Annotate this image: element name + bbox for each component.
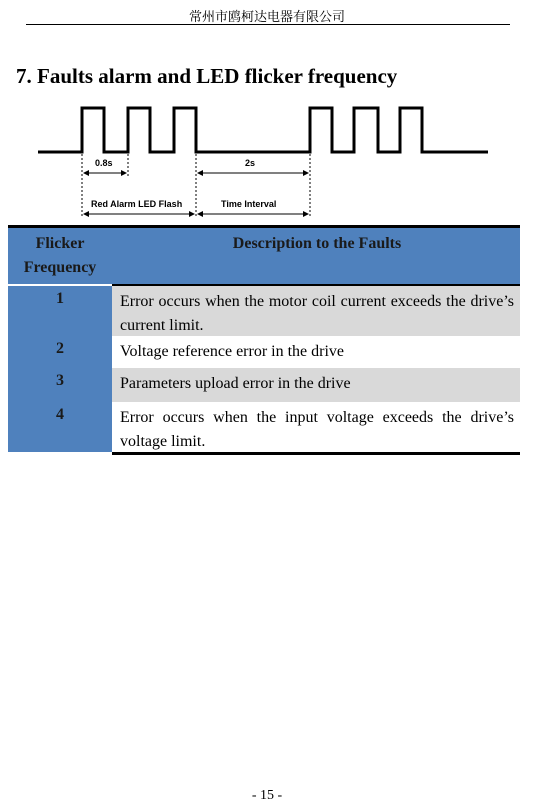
page-number: - 15 - xyxy=(251,788,283,803)
frequency-cell: 2 xyxy=(8,336,112,368)
document-header: 常州市鸥柯达电器有限公司 xyxy=(188,10,345,25)
table-row xyxy=(8,368,520,402)
frequency-cell: 1 xyxy=(8,286,112,336)
frequency-cell: 4 xyxy=(8,402,112,452)
section-title: 7. Faults alarm and LED flicker frequency xyxy=(16,64,398,88)
frequency-cell: 3 xyxy=(8,368,112,402)
col-header-frequency: Flicker Frequency xyxy=(8,228,112,284)
description-cell: Error occurs when the motor coil current exceeds the drive’s current limit. xyxy=(112,286,520,336)
header-rule xyxy=(26,24,510,25)
time-interval-label: Time Interval xyxy=(221,199,277,209)
flash-label: Red Alarm LED Flash xyxy=(91,199,183,209)
period-label: 0.8s xyxy=(95,158,113,168)
table-row xyxy=(8,286,520,336)
description-cell: Error occurs when the input voltage exceeds the drive’s voltage limit. xyxy=(120,409,514,450)
table-header-row xyxy=(8,225,520,284)
description-cell: Voltage reference error in the drive xyxy=(120,343,345,360)
table-row xyxy=(8,336,520,368)
faults-table xyxy=(8,225,520,455)
interval-label: 2s xyxy=(245,158,256,168)
description-cell: Parameters upload error in the drive xyxy=(112,368,520,402)
col-header-description: Description to the Faults xyxy=(112,228,520,284)
table-row xyxy=(8,402,520,452)
timing-diagram xyxy=(0,95,534,225)
pulse-waveform xyxy=(38,108,488,152)
